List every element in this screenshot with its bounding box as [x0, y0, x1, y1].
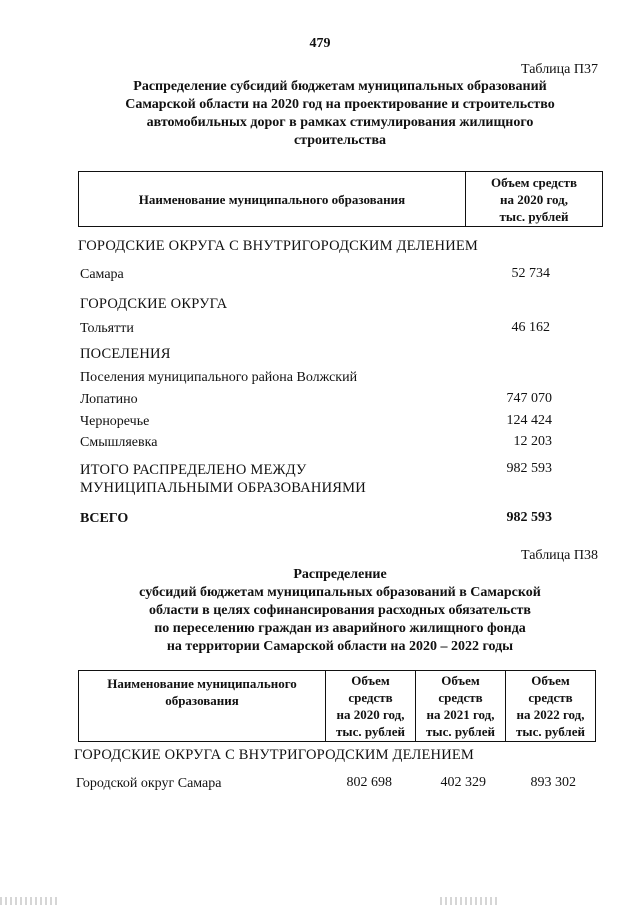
header-line: Объем средств — [490, 174, 578, 190]
title-line: субсидий бюджетам муниципальных образований в Самарской — [139, 585, 541, 600]
header-2020-column — [326, 671, 416, 742]
header-line: средств — [438, 690, 483, 705]
header-line: средств — [528, 690, 573, 705]
group-heading: ПОСЕЛЕНИЯ — [80, 346, 171, 362]
total-distributed-value: 982 593 — [506, 461, 552, 476]
table-row-name: Смышляевка — [80, 435, 158, 450]
table-row-name: Черноречье — [80, 414, 150, 429]
title-line: строительства — [293, 133, 387, 148]
total-distributed-label — [80, 461, 366, 497]
group-heading: ГОРОДСКИЕ ОКРУГА — [80, 296, 228, 312]
title-line: Распределение субсидий бюджетам муниципальных образований — [133, 79, 547, 94]
total-label-line: ИТОГО РАСПРЕДЕЛЕНО МЕЖДУ — [80, 462, 307, 478]
header-line: на 2021 год, — [426, 707, 495, 722]
table-row-value: 124 424 — [506, 413, 552, 428]
header-line: на 2020 год, — [336, 707, 405, 722]
title-line: области в целях софинансирования расходных обязательств — [149, 603, 531, 618]
header-line: тыс. рублей — [499, 208, 569, 224]
table-p38-title — [90, 566, 590, 656]
title-line: автомобильных дорог в рамках стимулирования жилищного — [146, 115, 534, 130]
group-heading: ГОРОДСКИЕ ОКРУГА С ВНУТРИГОРОДСКИМ ДЕЛЕНИЕМ — [78, 238, 479, 254]
table-row-value-2020: 802 698 — [346, 775, 392, 790]
table-row-value: 747 070 — [506, 391, 552, 406]
header-line: на 2022 год, — [516, 707, 585, 722]
table-p37-header — [78, 171, 603, 227]
header-line: тыс. рублей — [336, 724, 405, 739]
table-p38-label: Таблица П38 — [521, 548, 598, 563]
header-name-column: Наименование муниципального образования — [79, 172, 466, 227]
title-line: Самарской области на 2020 год на проектирование и строительство — [125, 97, 555, 112]
group-heading: ГОРОДСКИЕ ОКРУГА С ВНУТРИГОРОДСКИМ ДЕЛЕНИЕМ — [74, 747, 475, 763]
header-line: Наименование муниципального — [107, 676, 297, 691]
table-row-name: Лопатино — [80, 392, 138, 407]
header-line: средств — [348, 690, 393, 705]
table-row-value: 46 162 — [511, 320, 550, 335]
header-line: Объем — [531, 673, 570, 688]
header-volume-column — [466, 172, 603, 227]
table-row-value-2022: 893 302 — [530, 775, 576, 790]
table-p37-title — [90, 78, 590, 150]
header-name-column — [79, 671, 326, 742]
page-number: 479 — [309, 36, 331, 51]
header-line: тыс. рублей — [516, 724, 585, 739]
grand-total-value: 982 593 — [506, 510, 552, 525]
scan-artifact — [0, 897, 60, 905]
table-row-value-2021: 402 329 — [440, 775, 486, 790]
total-label-line: МУНИЦИПАЛЬНЫМИ ОБРАЗОВАНИЯМИ — [80, 480, 366, 496]
title-line: по переселению граждан из аварийного жилищного фонда — [154, 621, 526, 636]
table-p38-header — [78, 670, 596, 742]
table-row-name: Самара — [80, 267, 124, 282]
header-line: Объем — [441, 673, 480, 688]
header-line: Объем — [351, 673, 390, 688]
table-row-name: Тольятти — [80, 321, 134, 336]
header-line: тыс. рублей — [426, 724, 495, 739]
header-line: на 2020 год, — [499, 191, 569, 207]
grand-total-label: ВСЕГО — [80, 511, 129, 526]
header-line: образования — [165, 693, 239, 708]
table-row-name: Городской округ Самара — [76, 776, 222, 791]
table-row-value: 12 203 — [513, 434, 552, 449]
header-2022-column — [506, 671, 596, 742]
scan-artifact — [440, 897, 500, 905]
table-p37-label: Таблица П37 — [521, 62, 598, 77]
title-line: на территории Самарской области на 2020 – 2022 годы — [166, 639, 514, 654]
table-row-name: Поселения муниципального района Волжский — [80, 370, 358, 385]
table-row-value: 52 734 — [511, 266, 550, 281]
title-line: Распределение — [293, 567, 387, 582]
header-2021-column — [416, 671, 506, 742]
